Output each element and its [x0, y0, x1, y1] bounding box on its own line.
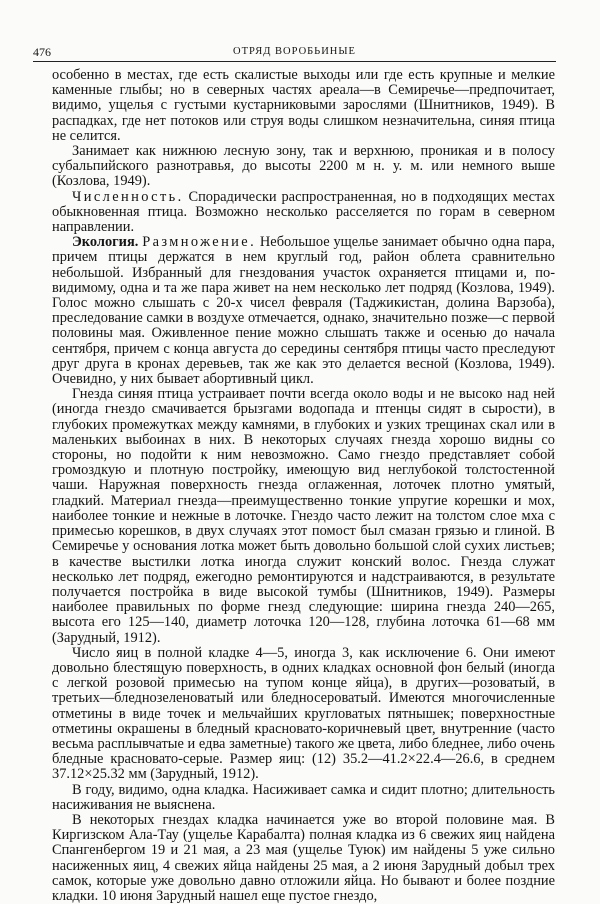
paragraph-text: Гнезда синяя птица устраивает почти всегда около воды и не высоко над ней (иногда гнездо смачивается брызгами водопада и птенцы сидят в сырости), в глубоких промежутках между камнями, в глубоких и узких трещинах скал или в маленьких выбоинах в них. В некоторых случаях гнезда хорошо видны со стороны, но подойти к ним невозможно. Само гнездо представляет собой громоздкую и плотную постройку, имеющую вид неглубокой толстостенной чаши. Наружная поверхность гнезда оглаженная, лоточек плотно умятый, гладкий. Материал гнезда—преимущественно тонкие упругие корешки и мох, наиболее тонкие и нежные в лоточке. Гнездо часто лежит на толстом слое мха с примесью корешков, в двух случаях этот помост был смазан грязью и глиной. В Семиречье у основания лотка может быть довольно большой слой сухих листьев; в качестве выстилки лотка иногда служит конский волос. Гнезда служат несколько лет подряд, ежегодно ремонтируются и надстраиваются, в результате получается постройка в виде высокой тумбы (Шнитников, 1949). Размеры наиболее правильных по форме гнезд следующие: ширина гнезда 240—265, высота его 125—140, диаметр лоточка 120—128, глубина лоточка 61—68 мм (Зарудный, 1912). — [52, 386, 555, 646]
subsection-heading: Размножение. — [142, 234, 257, 251]
paragraph-text: В году, видимо, одна кладка. Насиживает самка и сидит плотно; длительность насиживания не выяснена. — [52, 781, 555, 813]
paragraph-text: Число яиц в полной кладке 4—5, иногда 3, как исключение 6. Они имеют довольно блестящую поверхность, в одних кладках основной фон белый (иногда с легкой розовой примесью на тупом конце яйца), в других—розоватый, в третьих—бледнозеленоватый или бледносероватый. Имеются многочисленные отметины в виде точек и мельчайших кругловатых пятнышек; поверхностные отметины окрашены в бледный красновато-коричневый цвет, внутренние (часто весьма расплывчатые и едва заметные) такого же цвета, либо бледнее, либо очень бледные красновато-серые. Размер яиц: (12) 35.2—41.2×22.4—26.6, в среднем 37.12×25.32 мм (Зарудный, 1912). — [52, 644, 555, 783]
paragraph-nests — [52, 387, 555, 645]
running-head — [33, 45, 556, 62]
paragraph-text: В некоторых гнездах кладка начинается уже во второй половине мая. В Киргизском Ала-Тау (ущелье Карабалта) полная кладка из 6 свежих яиц найдена Спангенбергом 19 и 21 мая, а 23 мая (ущелье Туюк) им найдены 5 уже сильно насиженных яиц, 4 свежих яйца найдены 25 мая, а 2 июня Зарудный добыл трех самок, которые уже довольно давно отложили яйца. Но бывают и более поздние кладки. 10 июня Зарудный нашел еще пустое гнездо, — [52, 811, 555, 904]
paragraph-incubation — [52, 783, 555, 813]
paragraph-clutch-dates — [52, 813, 555, 904]
paragraph-text: Спорадически распространенная, но в подходящих местах обыкновенная птица. Возможно несколько расселяется по горам в северном направлении. — [52, 188, 555, 236]
section-lead: Экология. — [72, 234, 139, 251]
paragraph-text: Занимает как нижнюю лесную зону, так и верхнюю, проникая и в полосу субальпийского разнотравья, до высоты 2200 м н. у. м. или немного выше (Козлова, 1949). — [52, 143, 555, 190]
body-text — [52, 68, 555, 904]
paragraph-abundance — [52, 190, 555, 236]
paragraph-habitat — [52, 68, 555, 144]
paragraph-altitude — [52, 144, 555, 190]
section-title: ОТРЯД ВОРОБЬИНЫЕ — [233, 46, 356, 57]
page-number: 476 — [33, 45, 51, 59]
paragraph-text: особенно в местах, где есть скалистые выходы или где есть крупные и мелкие каменные глыбы; но в северных частях ареала—в Семиречье—предпочитает, видимо, ущелья с густыми кустарниковыми зарослями (Шнитников, 1949). В распадках, где нет потоков или струя воды слишком незначительна, синяя птица не селится. — [52, 67, 555, 144]
paragraph-ecology — [52, 235, 555, 387]
paragraph-eggs — [52, 646, 555, 783]
paragraph-text: Небольшое ущелье занимает обычно одна пара, причем птицы держатся в нем круглый год, район облета сравнительно небольшой. Избранный для гнездования участок охраняется птицами и, по-видимому, одна и та же пара живет на нем несколько лет подряд (Козлова, 1949). Голос можно слышать с 20-х чисел февраля (Таджикистан, долина Варзоба), преследование самки в воздухе отмечается, однако, значительно позже—с первой половины мая. Оживленное пение можно слышать также и осенью до начала сентября, причем с конца августа до середины сентября птицы часто преследуют друг друга в кронах деревьев, так же как это делается весной (Козлова, 1949). Очевидно, у них бывает абортивный цикл. — [52, 234, 555, 388]
subsection-heading: Численность. — [72, 188, 184, 205]
